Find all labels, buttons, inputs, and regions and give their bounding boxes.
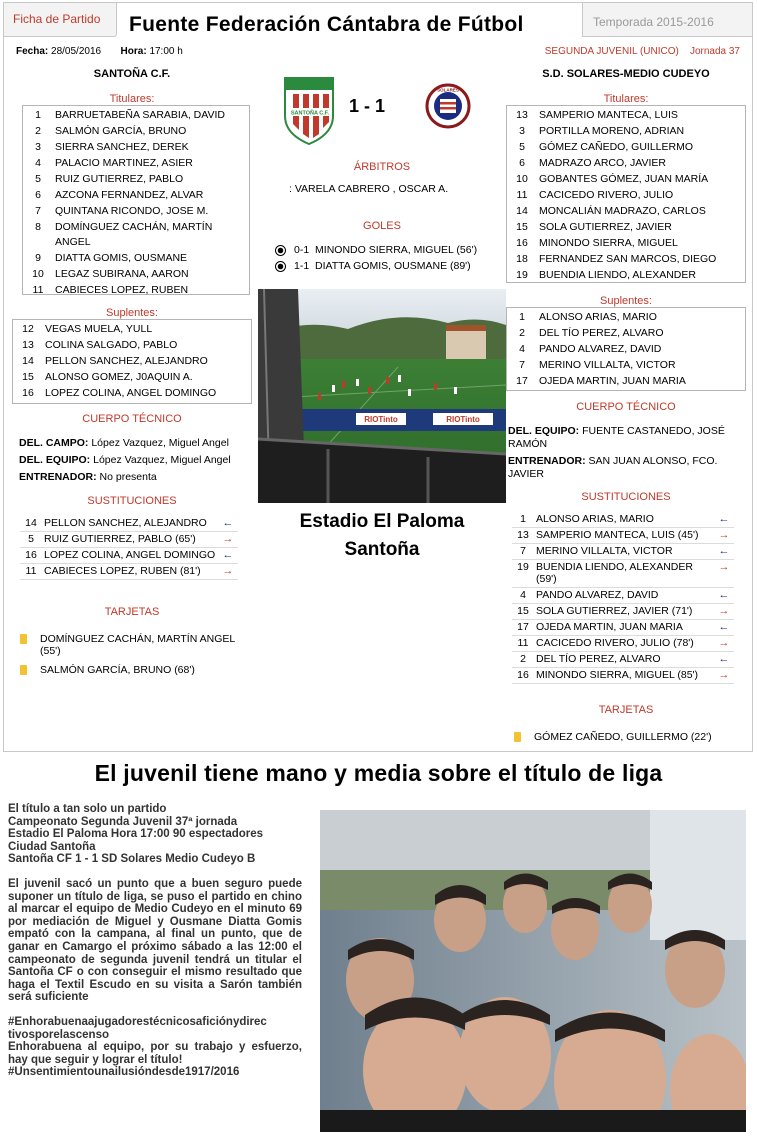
svg-text:SANTOÑA C.F.: SANTOÑA C.F. — [290, 110, 330, 117]
home-suplentes-list — [12, 319, 252, 404]
player-name: PELLON SANCHEZ, ALEJANDRO — [45, 355, 208, 367]
player-row — [13, 354, 251, 369]
player-number: 16 — [22, 387, 34, 399]
intro-line: Santoña CF 1 - 1 SD Solares Medio Cudeyo B — [8, 853, 256, 866]
arrow-left-icon: ← — [718, 653, 730, 665]
staff-role: ENTRENADOR: — [19, 471, 97, 483]
staff-name: López Vazquez, Miguel Angel — [93, 454, 231, 466]
staff-row — [19, 437, 254, 450]
arrow-right-icon: → — [718, 561, 730, 573]
player-number: 10 — [32, 268, 44, 280]
player-number: 19 — [516, 269, 528, 281]
player-row — [507, 374, 745, 389]
player-row — [23, 204, 249, 219]
staff-row — [19, 454, 254, 467]
away-cards-list — [514, 731, 746, 750]
sub-player-name: SOLA GUTIERREZ, JAVIER (71') — [536, 605, 693, 617]
hashtag-line: #Enhorabuenaajugadorestécnicosaficiónydirec — [8, 1015, 267, 1028]
player-row — [507, 204, 745, 219]
player-name: QUINTANA RICONDO, JOSE M. — [55, 205, 209, 217]
away-titulares-title: Titulares: — [603, 93, 649, 105]
player-number: 6 — [519, 157, 525, 169]
player-number: 11 — [516, 189, 528, 201]
staff-name: No presenta — [99, 471, 157, 483]
player-row — [23, 220, 249, 250]
yellow-card-icon — [20, 665, 27, 675]
player-row — [23, 124, 249, 139]
sub-number: 15 — [517, 605, 529, 617]
home-tarjetas-title: TARJETAS — [104, 606, 160, 618]
article-headline: El juvenil tiene mano y media sobre el título de liga — [94, 760, 663, 786]
player-name: GÓMEZ CAÑEDO, GUILLERMO — [539, 141, 694, 153]
player-number: 3 — [519, 125, 525, 137]
svg-text:RIOTinto: RIOTinto — [364, 415, 398, 424]
sub-player-name: MINONDO SIERRA, MIGUEL (85') — [536, 669, 699, 681]
player-name: ALONSO ARIAS, MARIO — [539, 311, 657, 323]
away-tarjetas-title: TARJETAS — [598, 704, 654, 716]
arrow-left-icon: ← — [718, 621, 730, 633]
away-sustituciones-title: SUSTITUCIONES — [581, 491, 671, 503]
player-row — [13, 386, 251, 401]
player-number: 18 — [516, 253, 528, 265]
sub-number: 5 — [28, 533, 34, 545]
player-row — [507, 140, 745, 155]
substitution-row — [512, 604, 734, 620]
soccer-ball-icon — [275, 261, 286, 272]
player-number: 6 — [35, 189, 41, 201]
substitution-row — [20, 564, 238, 580]
player-number: 5 — [35, 173, 41, 185]
sub-player-name: RUIZ GUTIERREZ, PABLO (65') — [44, 533, 196, 545]
staff-role: DEL. EQUIPO: — [508, 425, 580, 437]
intro-line: El título a tan solo un partido — [8, 803, 167, 815]
santona-crest-icon — [281, 72, 337, 146]
player-name: DIATTA GOMIS, OUSMANE — [55, 252, 188, 264]
substitution-row — [512, 544, 734, 560]
sub-player-name: ALONSO ARIAS, MARIO — [536, 513, 654, 525]
closing-line: Enhorabuena al equipo, por su trabajo y esfuerzo, hay que seguir y lograr el título! — [8, 1041, 302, 1066]
sub-player-name: PANDO ALVAREZ, DAVID — [536, 589, 659, 601]
substitution-row — [512, 668, 734, 684]
player-row — [23, 267, 249, 282]
home-cards-list — [20, 633, 255, 683]
player-number: 7 — [35, 205, 41, 217]
goles-title: GOLES — [363, 220, 401, 232]
home-subs-list — [20, 516, 238, 580]
arbitros-title: ÁRBITROS — [353, 161, 411, 173]
sub-player-name: LOPEZ COLINA, ANGEL DOMINGO — [44, 549, 216, 561]
home-team-name: SANTOÑA C.F. — [93, 68, 171, 80]
sub-number: 19 — [517, 561, 529, 573]
player-name: VEGAS MUELA, YULL — [45, 323, 153, 335]
sub-number: 7 — [520, 545, 526, 557]
svg-text:SOLARES: SOLARES — [437, 87, 459, 93]
player-number: 4 — [35, 157, 41, 169]
arrow-right-icon: → — [718, 669, 730, 681]
arrow-left-icon: ← — [222, 549, 234, 561]
staff-role: ENTRENADOR: — [508, 455, 586, 467]
yellow-card-icon — [514, 732, 521, 742]
match-score: 1 - 1 — [349, 96, 386, 116]
sub-player-name: BUENDIA LIENDO, ALEXANDER (59') — [536, 561, 693, 585]
player-name: LEGAZ SUBIRANA, AARON — [55, 268, 189, 280]
staff-role: DEL. EQUIPO: — [19, 454, 91, 466]
player-number: 4 — [519, 343, 525, 355]
hashtag-line: tivosporelascenso — [8, 1028, 109, 1041]
player-row — [507, 156, 745, 171]
away-suplentes-title: Suplentes: — [600, 295, 652, 307]
away-staff-list — [508, 425, 746, 485]
home-suplentes-title: Suplentes: — [106, 307, 158, 319]
player-row — [507, 108, 745, 123]
player-name: AZCONA FERNANDEZ, ALVAR — [55, 189, 204, 201]
player-row — [23, 283, 249, 298]
player-name: PORTILLA MORENO, ADRIAN — [539, 125, 685, 137]
away-suplentes-list — [506, 307, 746, 391]
substitution-row — [512, 588, 734, 604]
tab-ficha-partido[interactable]: Ficha de Partido — [4, 3, 117, 37]
competition-jornada: SEGUNDA JUVENIL (UNICO) Jornada 37 — [544, 46, 740, 57]
substitution-row — [20, 532, 238, 548]
player-number: 14 — [22, 355, 34, 367]
arrow-right-icon: → — [718, 529, 730, 541]
player-row — [23, 188, 249, 203]
player-row — [507, 326, 745, 341]
player-name: LOPEZ COLINA, ANGEL DOMINGO — [45, 387, 217, 399]
player-row — [23, 172, 249, 187]
staff-row — [19, 471, 254, 484]
match-sheet-panel — [3, 2, 753, 752]
sub-number: 14 — [25, 517, 37, 529]
player-name: CACICEDO RIVERO, JULIO — [539, 189, 674, 201]
arrow-right-icon: → — [718, 605, 730, 617]
substitution-row — [512, 636, 734, 652]
svg-text:RIOTinto: RIOTinto — [446, 415, 480, 424]
player-number: 5 — [519, 141, 525, 153]
sub-number: 1 — [520, 513, 526, 525]
sub-number: 16 — [25, 549, 37, 561]
sub-number: 4 — [520, 589, 526, 601]
substitution-row — [512, 560, 734, 588]
player-row — [507, 124, 745, 139]
player-name: PALACIO MARTINEZ, ASIER — [55, 157, 193, 169]
card-player-name: DOMÍNGUEZ CACHÁN, MARTÍN ANGEL (55') — [40, 633, 235, 657]
player-number: 13 — [516, 109, 528, 121]
player-name: BARRUETABEÑA SARABIA, DAVID — [55, 109, 225, 121]
sub-player-name: CACICEDO RIVERO, JULIO (78') — [536, 637, 694, 649]
intro-line: Estadio El Paloma Hora 17:00 90 espectadores — [8, 828, 264, 841]
solares-crest-icon — [425, 83, 471, 129]
player-row — [507, 358, 745, 373]
intro-line: Campeonato Segunda Juvenil 37ª jornada — [8, 815, 238, 828]
stadium-name: Estadio El Paloma — [299, 511, 465, 532]
player-number: 7 — [519, 359, 525, 371]
player-number: 17 — [516, 375, 528, 387]
yellow-card-icon — [20, 634, 27, 644]
player-number: 3 — [35, 141, 41, 153]
player-name: SIERRA SANCHEZ, DEREK — [55, 141, 189, 153]
player-number: 15 — [516, 221, 528, 233]
player-row — [507, 188, 745, 203]
player-number: 2 — [519, 327, 525, 339]
card-row — [20, 633, 255, 657]
arrow-right-icon: → — [222, 565, 234, 577]
staff-name: López Vazquez, Miguel Angel — [91, 437, 229, 449]
player-number: 1 — [35, 109, 41, 121]
tab-season[interactable]: Temporada 2015-2016 — [582, 3, 752, 37]
federation-title: Fuente Federación Cántabra de Fútbol — [129, 13, 524, 36]
player-number: 13 — [22, 339, 34, 351]
player-row — [23, 108, 249, 123]
staff-name: SAN JUAN ALONSO, FCO. JAVIER — [508, 455, 718, 480]
card-player-name: GÓMEZ CAÑEDO, GUILLERMO (22') — [534, 731, 712, 743]
player-row — [23, 251, 249, 266]
player-row — [507, 220, 745, 235]
player-name: SOLA GUTIERREZ, JAVIER — [539, 221, 672, 233]
staff-row — [508, 455, 746, 481]
staff-row — [508, 425, 746, 451]
card-player-name: SALMÓN GARCÍA, BRUNO (68') — [40, 664, 195, 676]
player-number: 14 — [516, 205, 528, 217]
substitution-row — [512, 620, 734, 636]
sub-number: 13 — [517, 529, 529, 541]
home-staff-list — [19, 437, 254, 488]
player-name: MINONDO SIERRA, MIGUEL — [539, 237, 678, 249]
player-name: MADRAZO ARCO, JAVIER — [539, 157, 666, 169]
player-row — [507, 268, 745, 283]
player-number: 16 — [516, 237, 528, 249]
sub-number: 11 — [25, 565, 37, 577]
arrow-left-icon: ← — [718, 545, 730, 557]
sub-number: 16 — [517, 669, 529, 681]
player-name: FERNANDEZ SAN MARCOS, DIEGO — [539, 253, 717, 265]
player-row — [23, 156, 249, 171]
player-name: GOBANTES GÓMEZ, JUAN MARÍA — [539, 173, 709, 185]
substitution-row — [20, 516, 238, 532]
player-number: 11 — [32, 284, 44, 296]
player-name: OJEDA MARTIN, JUAN MARIA — [539, 375, 686, 387]
player-name: PANDO ALVAREZ, DAVID — [539, 343, 662, 355]
player-name: MERINO VILLALTA, VICTOR — [539, 359, 676, 371]
player-number: 15 — [22, 371, 34, 383]
sub-number: 2 — [520, 653, 526, 665]
card-row — [514, 731, 746, 743]
player-row — [507, 252, 745, 267]
sub-player-name: PELLON SANCHEZ, ALEJANDRO — [44, 517, 207, 529]
home-cuerpo-title: CUERPO TÉCNICO — [82, 413, 182, 425]
team-selfie-photo — [320, 810, 746, 1132]
staff-role: DEL. CAMPO: — [19, 437, 89, 449]
player-row — [507, 342, 745, 357]
player-name: SAMPERIO MANTECA, LUIS — [539, 109, 678, 121]
soccer-ball-icon — [275, 245, 286, 256]
player-number: 2 — [35, 125, 41, 137]
arrow-left-icon: ← — [718, 589, 730, 601]
player-name: ALONSO GOMEZ, J0AQUIN A. — [45, 371, 193, 383]
stadium-city: Santoña — [344, 539, 420, 560]
sub-player-name: MERINO VILLALTA, VICTOR — [536, 545, 673, 557]
player-number: 9 — [35, 252, 41, 264]
player-number: 12 — [22, 323, 34, 335]
player-row — [507, 310, 745, 325]
player-row — [13, 370, 251, 385]
player-row — [23, 140, 249, 155]
arrow-right-icon: → — [222, 533, 234, 545]
arrow-right-icon: → — [718, 637, 730, 649]
away-subs-list — [512, 512, 734, 684]
home-titulares-title: Titulares: — [109, 93, 155, 105]
sub-player-name: CABIECES LOPEZ, RUBEN (81') — [44, 565, 201, 577]
article-body: El juvenil sacó un punto que a buen seguro puede suponer un título de liga, se puso el partido en chino al marcar el equipo de Medio Cudeyo en el minuto 69 por mediación de Miguel y Ousmane Diatta Gomis empató con la campana, al final un punto, que de ganar en Camargo el próximo sábado a las 12:00 el campeonato de segunda juvenil tendrá un titular el Santoña CF o con conseguir el mismo resultado que haga el Textil Escudo en su visita a Sarón también será suficiente — [8, 877, 302, 1004]
sub-player-name: DEL TÍO PEREZ, ALVARO — [536, 653, 661, 665]
substitution-row — [20, 548, 238, 564]
player-number: 8 — [35, 221, 41, 233]
goal-row: 0-1 MINONDO SIERRA, MIGUEL (56') — [275, 244, 477, 256]
sub-player-name: SAMPERIO MANTECA, LUIS (45') — [536, 529, 699, 541]
sub-number: 11 — [517, 637, 529, 649]
arrow-left-icon: ← — [718, 513, 730, 525]
player-row — [13, 322, 251, 337]
home-sustituciones-title: SUSTITUCIONES — [87, 495, 177, 507]
stadium-photo — [258, 289, 506, 503]
player-name: COLINA SALGADO, PABLO — [45, 339, 178, 351]
away-titulares-list — [506, 105, 746, 283]
staff-name: FUENTE CASTANEDO, JOSÉ RAMÓN — [508, 425, 725, 450]
player-number: 10 — [516, 173, 528, 185]
player-name: RUIZ GUTIERREZ, PABLO — [55, 173, 184, 185]
away-cuerpo-title: CUERPO TÉCNICO — [576, 401, 676, 413]
substitution-row — [512, 652, 734, 668]
away-team-name: S.D. SOLARES-MEDIO CUDEYO — [542, 68, 710, 80]
player-name: MONCALIÁN MADRAZO, CARLOS — [539, 205, 706, 217]
player-name: DEL TÍO PEREZ, ALVARO — [539, 327, 664, 339]
intro-line: Ciudad Santoña — [8, 840, 96, 853]
player-row — [507, 236, 745, 251]
player-name: CABIECES LOPEZ, RUBEN — [55, 284, 189, 296]
match-date-time: Fecha: 28/05/2016 Hora: 17:00 h — [16, 46, 183, 57]
card-row — [20, 664, 255, 676]
player-number: 1 — [519, 311, 525, 323]
arrow-left-icon: ← — [222, 517, 234, 529]
hashtag-line: #Unsentimientounailusióndesde1917/2016 — [8, 1066, 240, 1079]
referee-name: : VARELA CABRERO , OSCAR A. — [289, 183, 449, 195]
article-text — [8, 803, 302, 1079]
player-name: SALMÓN GARCÍA, BRUNO — [55, 125, 187, 137]
player-name: BUENDIA LIENDO, ALEXANDER — [539, 269, 696, 281]
home-titulares-list — [22, 105, 250, 295]
player-row — [13, 338, 251, 353]
goal-row: 1-1 DIATTA GOMIS, OUSMANE (89') — [275, 260, 471, 272]
player-row — [507, 172, 745, 187]
substitution-row — [512, 512, 734, 528]
player-name: DOMÍNGUEZ CACHÁN, MARTÍN ANGEL — [55, 221, 213, 248]
substitution-row — [512, 528, 734, 544]
sub-number: 17 — [517, 621, 529, 633]
sub-player-name: OJEDA MARTIN, JUAN MARIA — [536, 621, 683, 633]
